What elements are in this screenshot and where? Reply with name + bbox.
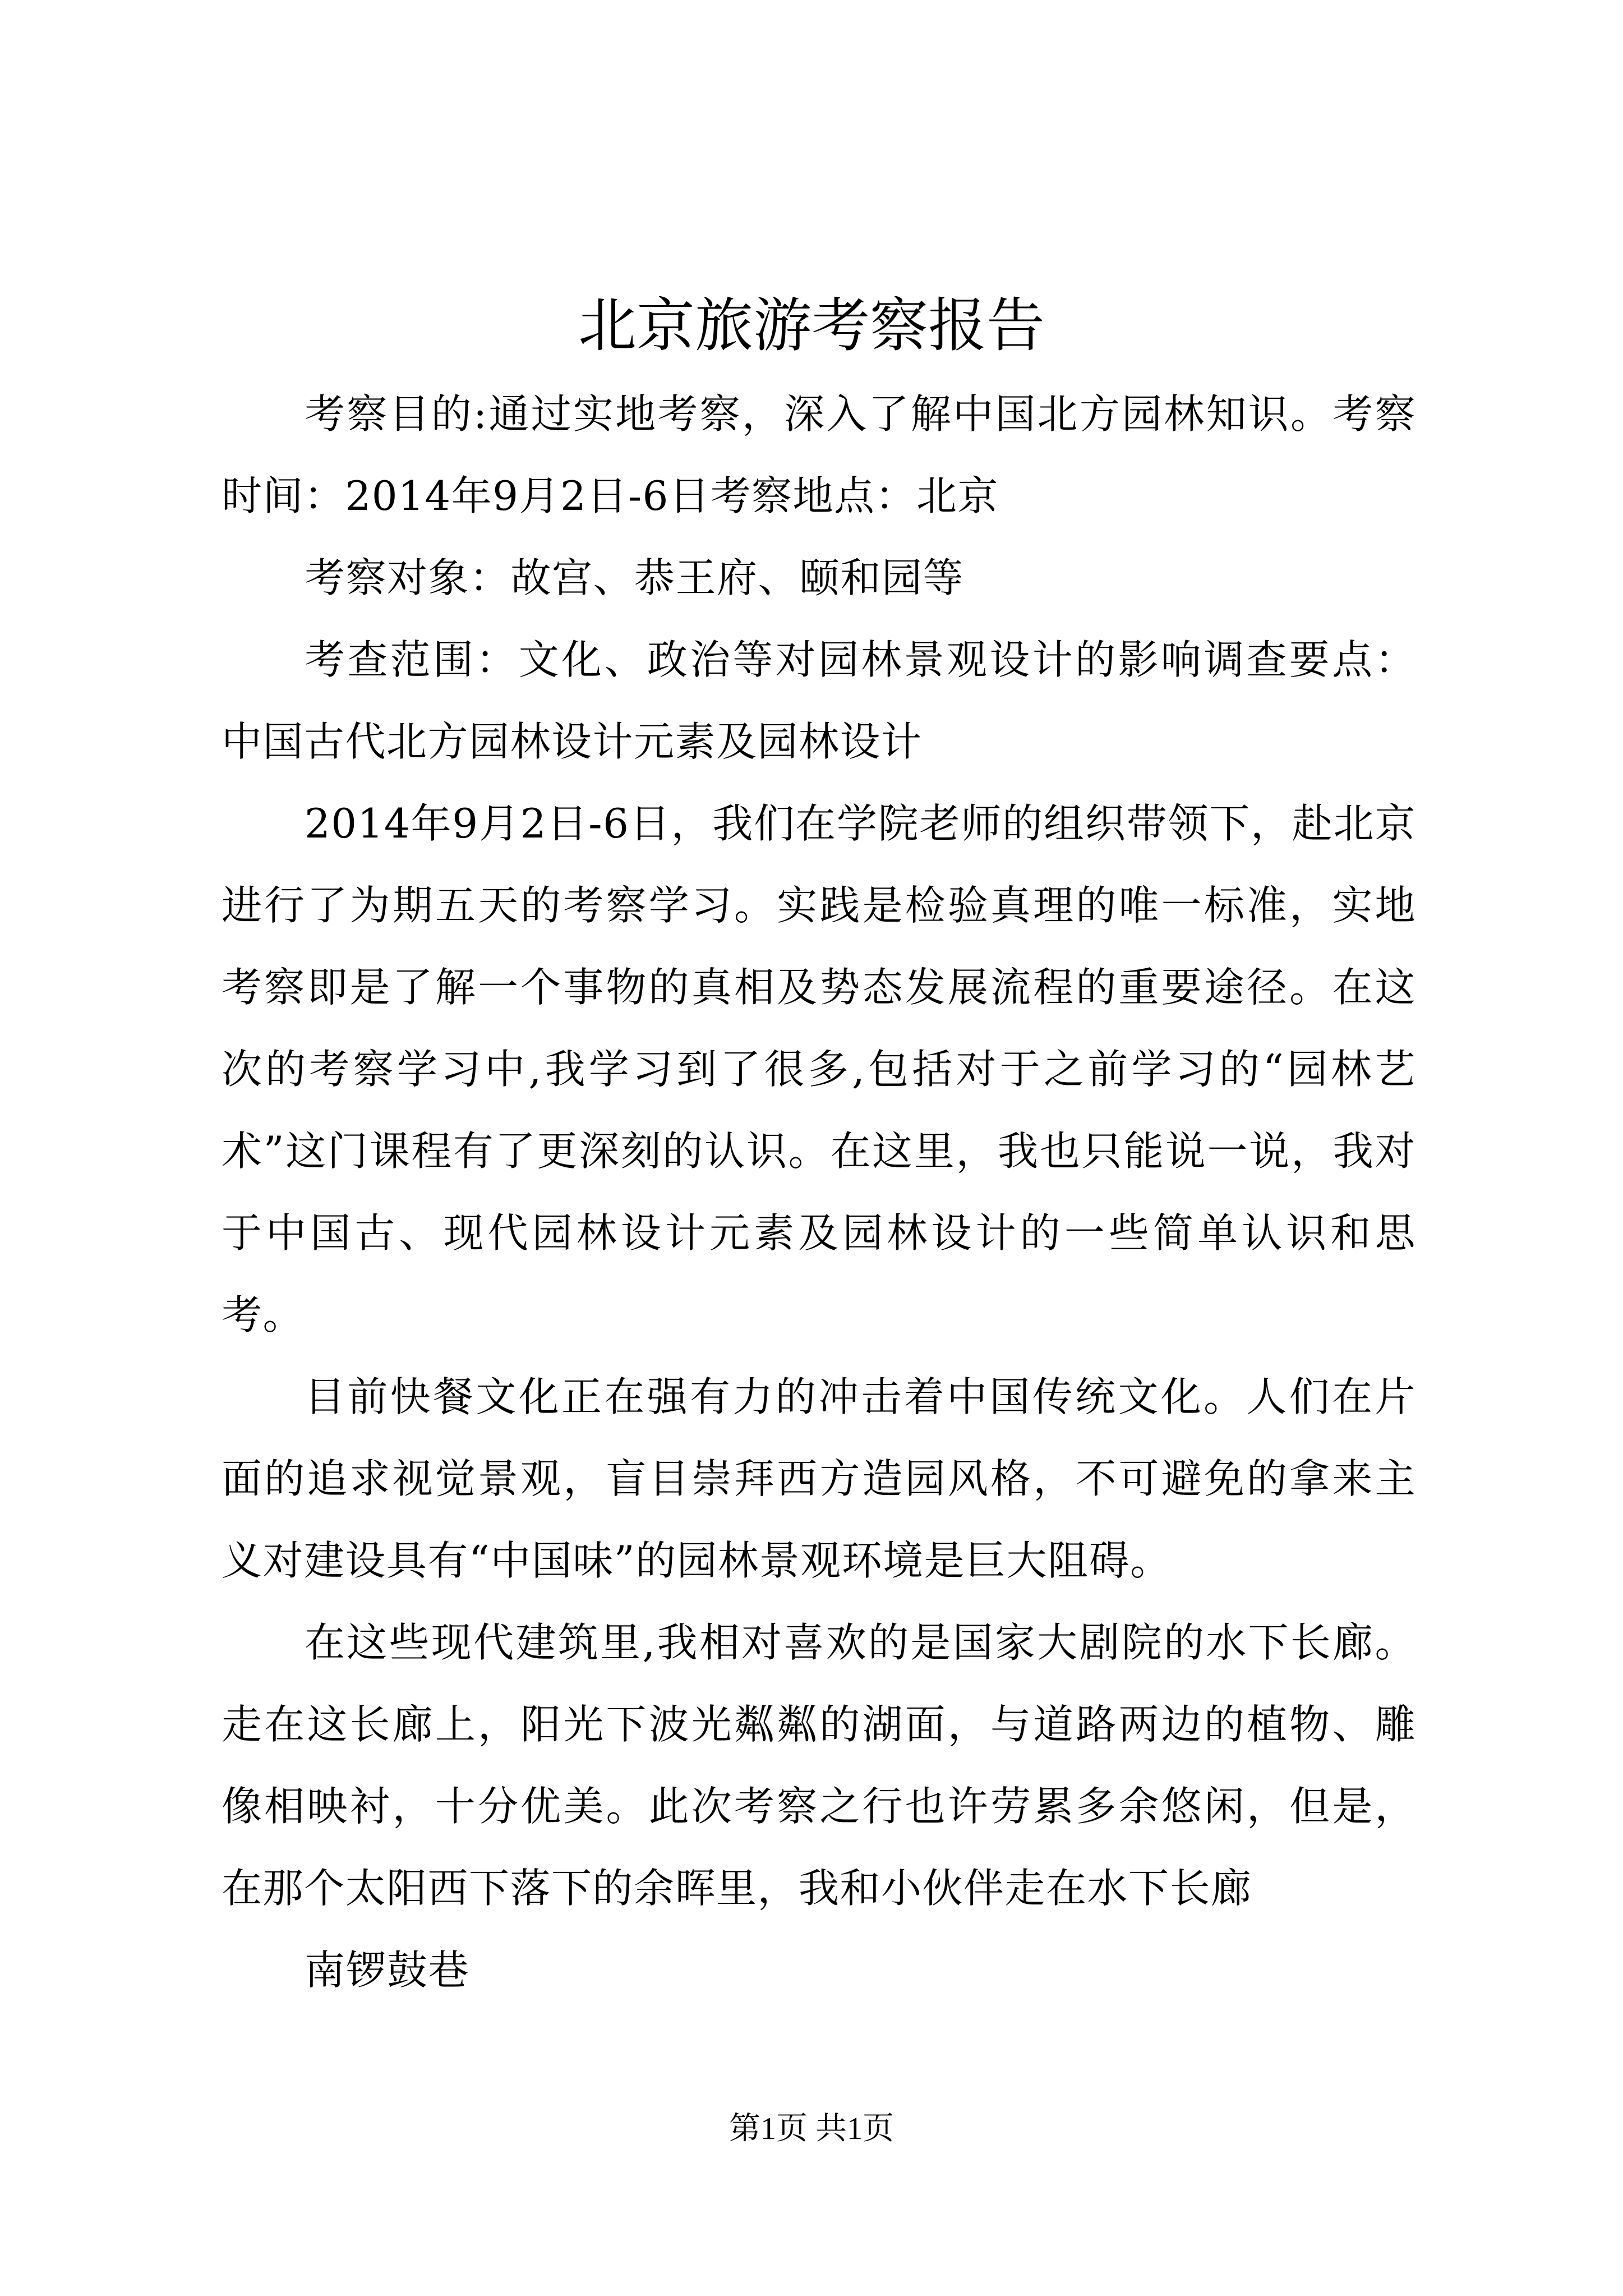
page-footer: 第1页 共1页	[729, 2111, 894, 2146]
paragraph-purpose-time-place: 考察目的:通过实地考察，深入了解中国北方园林知识。考察时间：2014年9月2日-6日考察地点：北京	[222, 390, 1416, 519]
paragraph-scope: 考查范围：文化、政治等对园林景观设计的影响调查要点：中国古代北方园林设计元素及园林设计	[222, 636, 1416, 765]
document-body	[222, 373, 1416, 2011]
paragraph-nanluoguxiang: 南锣鼓巷	[305, 1947, 470, 1994]
paragraph-objects: 考察对象：故宫、恭王府、颐和园等	[305, 554, 965, 601]
paragraph-fast-food-culture: 目前快餐文化正在强有力的冲击着中国传统文化。人们在片面的追求视觉景观，盲目崇拜西方造园风格，不可避免的拿来主义对建设具有“中国味”的园林景观环境是巨大阻碍。	[222, 1373, 1416, 1584]
paragraph-underwater-corridor: 在这些现代建筑里,我相对喜欢的是国家大剧院的水下长廊。走在这长廊上，阳光下波光粼粼的湖面，与道路两边的植物、雕像相映衬，十分优美。此次考察之行也许劳累多余悠闲，但是，在那个太阳西下落下的余晖里，我和小伙伴走在水下长廊	[222, 1619, 1416, 1912]
paragraph-trip-overview: 2014年9月2日-6日，我们在学院老师的组织带领下，赴北京进行了为期五天的考察学习。实践是检验真理的唯一标准，实地考察即是了解一个事物的真相及势态发展流程的重要途径。在这次的考察学习中,我学习到了很多,包括对于之前学习的“园林艺术”这门课程有了更深刻的认识。在这里，我也只能说一说，我对于中国古、现代园林设计元素及园林设计的一些简单认识和思考。	[222, 800, 1416, 1338]
document-title: 北京旅游考察报告	[578, 291, 1045, 360]
